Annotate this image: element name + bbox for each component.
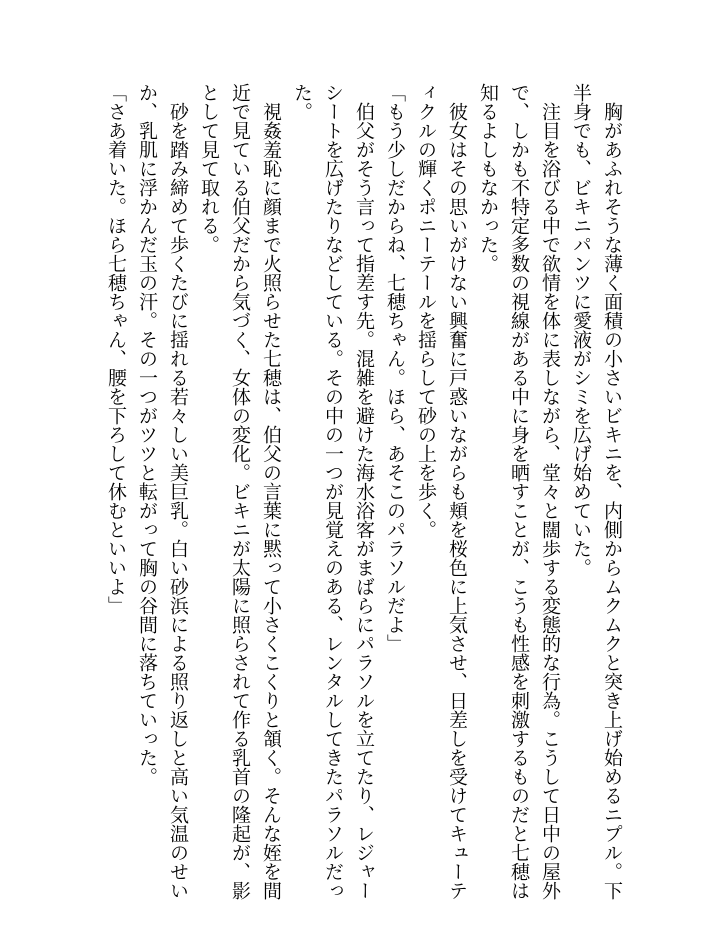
paragraph-2: 注目を浴びる中で欲情を体に表しながら、堂々と闊歩する変態的な行為。こうして日中の屋外で、しかも不特定多数の視線がある中に身を晒すことが、こうも性感を刺激するものだと七穂は知るよしもなかった。 [477, 83, 561, 900]
paragraph-7: 砂を踏み締めて歩くたびに揺れる若々しい美巨乳。白い砂浜による照り返しと高い気温のせいか、乳肌に浮かんだ玉の汗。その一つがツツと転がって胸の谷間に落ちていった。 [136, 83, 189, 900]
paragraph-3: 彼女はその思いがけない興奮に戸惑いながらも頬を桜色に上気させ、日差しを受けてキューティクルの輝くポニーテールを揺らして砂の上を歩く。 [415, 83, 468, 900]
paragraph-6: 視姦羞恥に顔まで火照らせた七穂は、伯父の言葉に黙って小さくこくりと頷く。そんな姪を間近で見ている伯父だから気づく、女体の変化。ビキニが太陽に照らされて作る乳首の隆起が、影として見て取れる。 [198, 83, 282, 900]
paragraph-8-dialogue: 「さあ着いた。ほら七穂ちゃん、腰を下ろして休むといいよ」 [105, 83, 127, 615]
paragraph-1: 胸があふれそうな薄く面積の小さいビキニを、内側からムクムクと突き上げ始めるニプル。下半身でも、ビキニパンツに愛液がシミを広げ始めていた。 [570, 83, 623, 900]
paragraph-4-dialogue: 「もう少しだからね、七穂ちゃん。ほら、あそこのパラソルだよ」 [384, 83, 406, 653]
paragraph-5: 伯父がそう言って指差す先。混雑を避けた海水浴客がまばらにパラソルを立てたり、レジャーシートを広げたりなどしている。その中の一つが見覚えのある、レンタルしてきたパラソルだった。 [291, 83, 375, 900]
vertical-text-block [100, 83, 627, 900]
